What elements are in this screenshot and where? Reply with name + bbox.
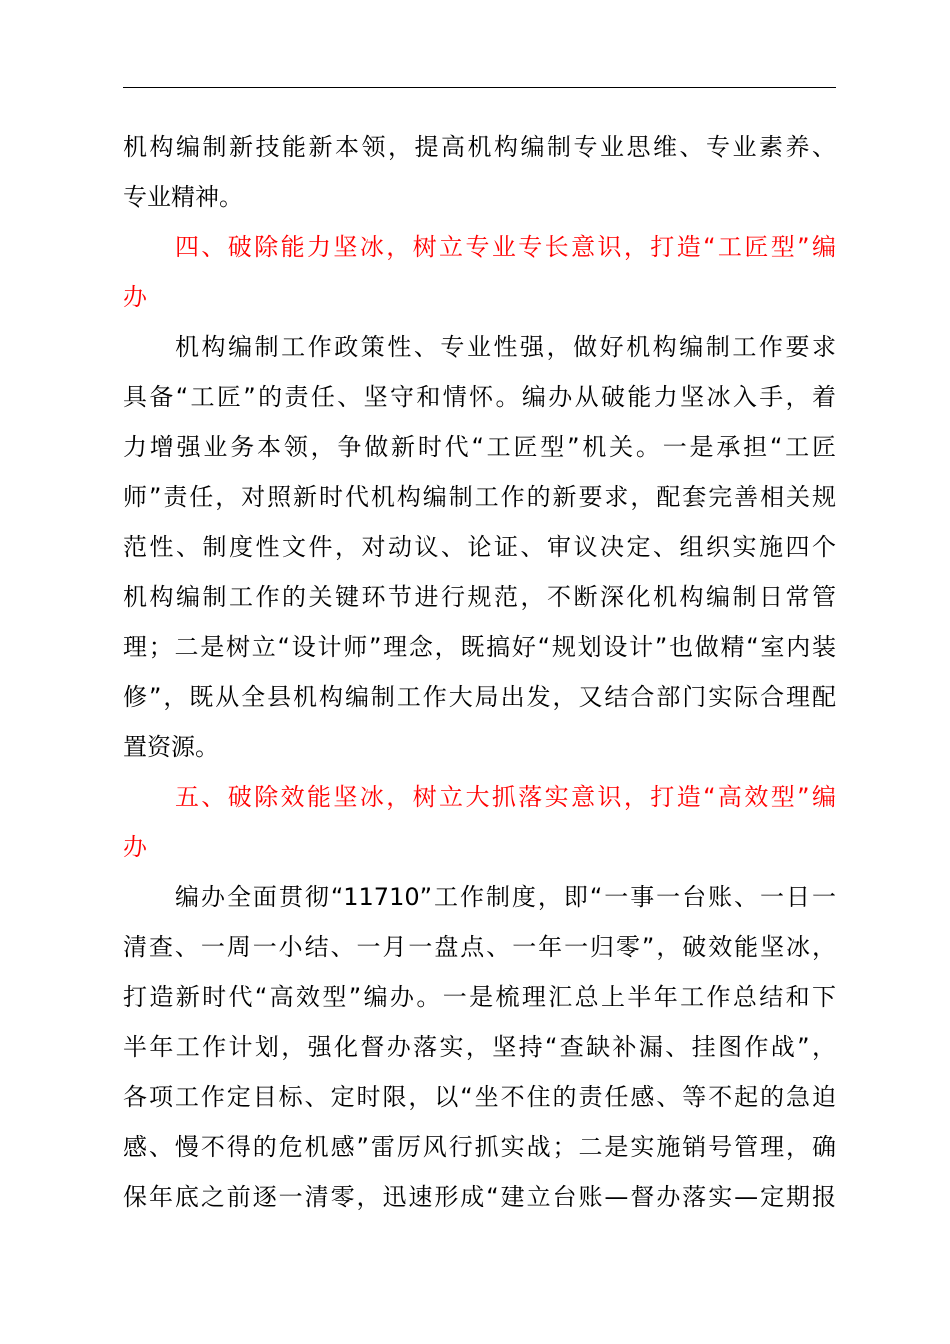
section-heading-4: [123, 222, 836, 322]
text-line: 专业精神。: [123, 183, 243, 211]
heading-line: 五、破除效能坚冰，树立大抓落实意识，打造“高效型”编: [175, 783, 836, 811]
heading-line: 四、破除能力坚冰，树立专业专长意识，打造“工匠型”编: [175, 233, 836, 261]
text-line: 半年工作计划，强化督办落实，坚持“查缺补漏、挂图作战”，: [123, 1033, 836, 1061]
text-line: 修”，既从全县机构编制工作大局出发，又结合部门实际合理配: [123, 683, 836, 711]
document-body: [123, 122, 836, 1222]
text-line: 机构编制工作政策性、专业性强，做好机构编制工作要求: [175, 333, 836, 361]
text-line: 力增强业务本领，争做新时代“工匠型”机关。一是承担“工匠: [123, 433, 836, 461]
text-line: 感、慢不得的危机感”雷厉风行抓实战；二是实施销号管理，确: [123, 1133, 836, 1161]
text-line: 具备“工匠”的责任、坚守和情怀。编办从破能力坚冰入手，着: [123, 383, 836, 411]
paragraph-section-5: [123, 872, 836, 1222]
paragraph-section-4: [123, 322, 836, 772]
paragraph-intro: [123, 122, 836, 222]
text-line: 清查、一周一小结、一月一盘点、一年一归零”，破效能坚冰，: [123, 933, 836, 961]
text-line: 各项工作定目标、定时限，以“坐不住的责任感、等不起的急迫: [123, 1083, 836, 1111]
text-line: 范性、制度性文件，对动议、论证、审议决定、组织实施四个: [123, 533, 836, 561]
section-heading-5: [123, 772, 836, 872]
text-line: 编办全面贯彻“11710”工作制度，即“一事一台账、一日一: [175, 883, 836, 911]
text-line: 机构编制新技能新本领，提高机构编制专业思维、专业素养、: [123, 133, 836, 161]
text-line: 理；二是树立“设计师”理念，既搞好“规划设计”也做精“室内装: [123, 633, 836, 661]
text-line: 师”责任，对照新时代机构编制工作的新要求，配套完善相关规: [123, 483, 836, 511]
text-line: 保年底之前逐一清零，迅速形成“建立台账—督办落实—定期报: [123, 1183, 836, 1211]
heading-line: 办: [123, 833, 147, 861]
text-line: 打造新时代“高效型”编办。一是梳理汇总上半年工作总结和下: [123, 983, 836, 1011]
text-line: 置资源。: [123, 733, 219, 761]
heading-line: 办: [123, 283, 147, 311]
text-line: 机构编制工作的关键环节进行规范，不断深化机构编制日常管: [123, 583, 836, 611]
header-rule: [123, 87, 836, 88]
